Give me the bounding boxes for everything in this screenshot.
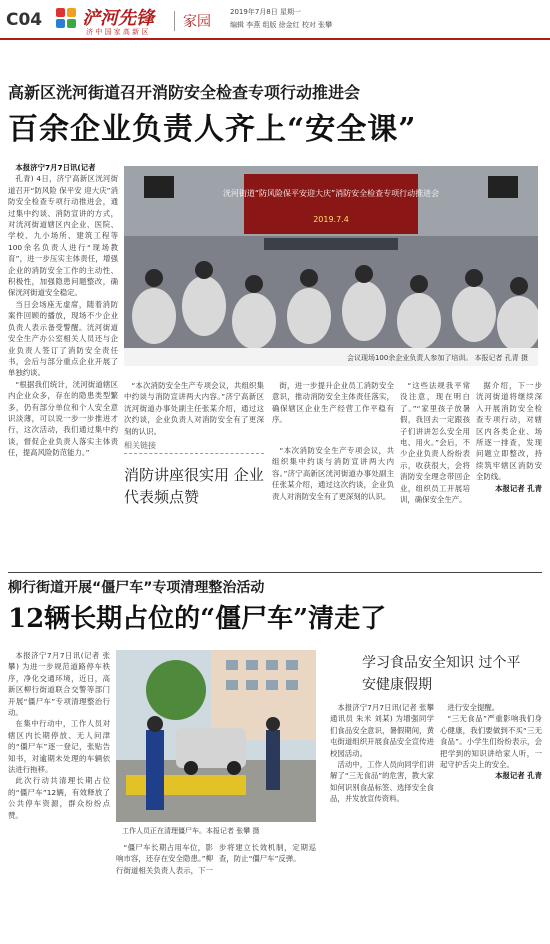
- related-link-title: 消防讲座很实用 企业代表频点赞: [124, 466, 264, 506]
- staff-line: 编辑 李燕 组版 徐金红 校对 张攀: [230, 21, 333, 29]
- paragraph: “三无食品”严重影响我们身心健康，我们要做到不买“三无食品”。小学生们纷纷表示，会把学到的知识讲给家人听，一起守护舌尖上的安全。: [440, 714, 542, 770]
- paragraph: 此次行动共清理长期占位的“僵尸车”12辆，有效释放了公共停车资源，群众纷纷点赞。: [8, 776, 110, 820]
- photo-caption: 工作人员正在清理僵尸车。本报记者 张攀 摄: [122, 827, 260, 835]
- article2-column-1: [8, 650, 110, 936]
- article3-column-1: [330, 702, 434, 938]
- paragraph: 孔青) 4日，济宁高新区洸河街道召开“防风险 保平安 迎大庆”消防安全检查专项行动推进会，通过集中约谈、消防宣讲的方式，对洸河街道辖区内企业、医院、学校、九小场所、建筑工程等100余名负责人进行“现场教育”，进一步压实主体责任，增强企业的消防安全工作的主动性、积极性，加强隐患问题整改，确保洸河街道安全稳定。: [8, 174, 118, 298]
- article2-column-2: [116, 842, 316, 938]
- article3-headline: 学习食品安全知识 过个平安健康假期: [362, 655, 521, 693]
- paragraph: 本报济宁7月7日讯(记者 张攀 通讯员 朱米 刘某) 为增强同学们食品安全意识，暑假期间，黄屯街道组织开展食品安全宣传进校园活动。: [330, 703, 434, 758]
- divider: [8, 572, 542, 573]
- article1-column-3: [272, 380, 394, 436]
- article1-byline: 本报济宁7月7日讯(记者: [15, 163, 96, 172]
- photo-caption: 会议现场100余企业负责人参加了培训。 本报记者 孔青 摄: [346, 354, 528, 362]
- page-number: C04: [6, 10, 43, 30]
- paragraph: 当日会场座无虚席，随着消防案件回顾的播放，现场不少企业负责人表示备受警醒。洸河街道安全生产办公室相关人员还与企业负责人签订了消防安全责任书，会后与部分重点企业开展了单独约谈。: [8, 299, 118, 378]
- paragraph: 据介绍，下一步洸河街道将继续深入开展消防安全检查专项行动，对辖区内各类企业、场所逐一排查，发现问题立即整改，持续筑牢辖区消防安全防线。: [476, 381, 542, 482]
- tow-truck-photo: [116, 650, 316, 822]
- article2-kicker: 柳行街道开展“僵尸车”专项清理整治活动: [8, 580, 265, 596]
- paragraph: 本报济宁7月7日讯(记者 张攀) 为进一步规范道路停车秩序，净化交通环境，近日，高新区柳行街道联合交警等部门开展“僵尸车”专项清理整治行动。: [8, 651, 110, 718]
- paragraph: 进行安全提醒。: [447, 703, 500, 712]
- article1-column-2: [124, 380, 264, 436]
- paragraph: 活动中，工作人员向同学们讲解了“三无食品”的危害，教大家如何识别食品标签、选择安全食品，并发放宣传资料。: [330, 760, 434, 804]
- paragraph: “僵尸车长期占用车位，影响市容，还存在安全隐患。”柳行街道相关负责人表示，下一步将建立长效机制，定期巡查，防止“僵尸车”反弹。: [116, 843, 316, 875]
- article1-column-5: [476, 380, 542, 562]
- article1-column-4: [400, 380, 470, 562]
- page-header: [0, 0, 550, 40]
- article2-headline: 12辆长期占位的“僵尸车”清走了: [8, 604, 387, 634]
- masthead: 浐河先锋: [82, 8, 154, 29]
- newspaper-logo-icon: [56, 8, 76, 28]
- article1-headline: 百余企业负责人齐上“安全课”: [8, 112, 417, 147]
- related-link-box: [124, 440, 264, 568]
- paragraph: “这些法规我平常没注意，现在明白了。”“家里孩子放暑假，我回去一定跟孩子们讲讲怎么安全用电、用火。”会后，不少企业负责人纷纷表示，收获很大，会将消防安全理念带回企业，组织员工开展培训，确保安全生产。: [400, 381, 470, 505]
- masthead-subtitle: 济 中 国 家 高 新 区: [86, 28, 149, 36]
- related-link-tag: 相关链接: [124, 440, 264, 454]
- paragraph: “本次消防安全生产专项会议，共组织集中约谈与消防宣讲两大内容。”济宁高新区洸河街道办事处副主任张某介绍，通过这次约谈，企业负责人对消防安全有了更深刻的认识。: [272, 446, 394, 501]
- article3-column-2: [440, 702, 542, 938]
- date-line: 2019年7月8日 星期一: [230, 8, 301, 16]
- section-name: 家园: [174, 11, 211, 31]
- banner-date: 2019.7.4: [313, 215, 349, 224]
- article1-column-1: [8, 162, 118, 562]
- banner-text: 洸河街道“防风险保平安迎大庆”消防安全检查专项行动推进会: [222, 189, 440, 198]
- paragraph: “根据我们统计，洸河街道辖区内企业众多，存在的隐患类型繁多，仍有部分单位和个人安全意识淡薄，可以说一步一步推进才行，这次活动，我们通过集中约谈，督促企业负责人落实主体责任，提高风险防范能力。”: [8, 379, 118, 458]
- article3-end-byline: 本报记者 孔青: [495, 771, 542, 781]
- related-link-body: [272, 445, 394, 563]
- paragraph: 街，进一步提升企业员工消防安全意识，推动消防安全主体责任落实，确保辖区企业生产经营工作平稳有序。: [272, 381, 394, 425]
- paragraph: 在集中行动中，工作人员对辖区内长期停放、无人问津的“僵尸车”逐一登记，张贴告知书，对逾期未处理的车辆依法进行拖移。: [8, 719, 110, 775]
- paragraph: “本次消防安全生产专项会议，共组织集中约谈与消防宣讲两大内容。”济宁高新区洸河街道办事处副主任张某介绍，通过这次约谈，企业负责人对消防安全有了更深刻的认识。: [124, 381, 264, 436]
- article1-kicker: 高新区洸河街道召开消防安全检查专项行动推进会: [8, 83, 361, 102]
- article1-end-byline: 本报记者 孔青: [495, 483, 542, 493]
- meeting-photo: [124, 166, 538, 366]
